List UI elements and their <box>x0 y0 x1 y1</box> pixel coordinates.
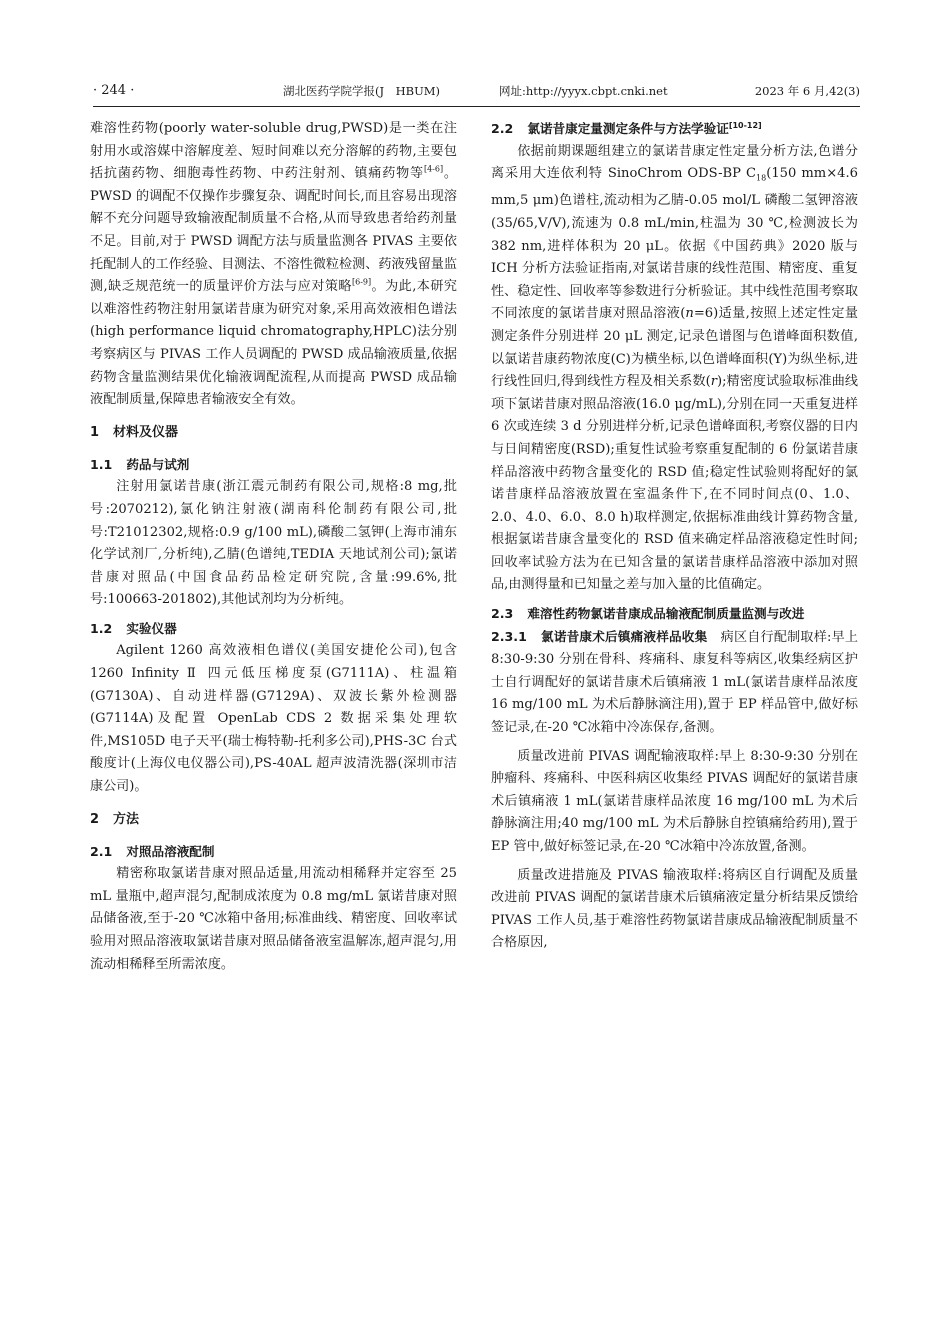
section-heading-2-3: 2.3 难溶性药物氯诺昔康成品输液配制质量监测与改进 <box>491 606 805 622</box>
sample-collection-paragraph: 2.3.1 氯诺昔康术后镇痛液样品收集 病区自行配制取样:早上 8:30-9:30 分别在骨科、疼痛科、康复科等病区,收集经病区护士自行调配好的氯诺昔康术后镇痛液 1 mL(氯诺昔康样品浓度 16 mg/100 mL 为术后静脉滴注用),置于 EP 样品管中,做好标签记录,在-20 ℃冰箱中冷冻保存,备测。 <box>491 628 859 736</box>
method-validation-paragraph: 依据前期课题组建立的氯诺昔康定性定量分析方法,色谱分离采用大连依利特 SinoChrom ODS-BP $C_{18}(150$ mm×4.6 mm,5 μm)色谱柱,流动相为乙腈-0.05 mol/L 磷酸二氢钾溶液(35/65,V/V),流速为 0.8 mL/min,柱温为 30 ℃,检测波长为 382 nm,进样体积为 20 μL。依据《中国药典》2020 版与 ICH 分析方法验证指南,对氯诺昔康的线性范围、精密度、重复性、稳定性、回收率等参数进行分析验证。其中线性范围考察取不同浓度的氯诺昔康对照品溶液(n=6)适量,按照上述定性定量测定条件分别进样 20 μL 测定,记录色谱图与色谱峰面积数值,以氯诺昔康药物浓度(C)为横坐标,以色谱峰面积(Y)为纵坐标,进行线性回归,得到线性方程及相关系数(r);精密度试验取标准曲线项下氯诺昔康对照品溶液(16.0 μg/mL),分别在同一天重复进样 6 次或连续 3 d 分别进样分析,记录色谱峰面积,考察仪器的日内与日间精密度(RSD);重复性试验考察重复配制的 6 份氯诺昔康样品溶液中药物含量变化的 RSD 值;稳定性试验则将配好的氯诺昔康样品溶液放置在室温条件下,在不同时间点(0、1.0、2.0、4.0、6.0、8.0 h)取样测定,依据标准曲线计算药物含量,根据氯诺昔康含量变化的 RSD 值来确定样品溶液稳定性时间;回收率试验方法为在已知含量的氯诺昔康样品溶液中添加对照品,由测得量和已知量之差与加入量的比值确定。 <box>491 143 858 593</box>
left-column <box>90 118 457 976</box>
page-number: · 244 · <box>93 83 135 98</box>
citation: [6-9] <box>351 277 372 287</box>
instruments-paragraph: Agilent 1260 高效液相色谱仪(美国安捷伦公司),包含 1260 Infinity Ⅱ 四元低压梯度泵(G7111A)、柱温箱(G7130A)、自动进样器(G7129A)、双波长紫外检测器(G7114A)及配置 OpenLab CDS 2 数据采集处理软件,MS105D 电子天平(瑞士梅特勒-托利多公司),PHS-3C 台式酸度计(上海仪电仪器公司),PS-40AL 超声波清洗器(深圳市洁康公司)。 <box>90 643 457 795</box>
running-header <box>93 80 860 102</box>
issue-info: 2023 年 6 月,42(3) <box>754 84 860 98</box>
journal-name: 湖北医药学院学报(J HBUM) <box>283 84 441 98</box>
section-heading-1-1: 1.1 药品与试剂 <box>90 456 190 472</box>
section-heading-2-2: 2.2 氯诺昔康定量测定条件与方法学验证[10-12] <box>491 120 762 136</box>
pivas-before-paragraph: 质量改进前 PIVAS 调配输液取样:早上 8:30-9:30 分别在肿瘤科、疼痛科、中医科病区收集经 PIVAS 调配好的氯诺昔康术后镇痛液 1 mL(氯诺昔康样品浓度 16 mg/100 mL 为术后静脉滴注用;40 mg/100 mL 为术后静脉自控镇痛给药用),置于 EP 管中,做好标签记录,在-20 ℃冰箱中冷冻放置,备测。 <box>491 748 858 855</box>
citation: [4-6] <box>423 164 444 174</box>
section-heading-2-1: 2.1 对照品溶液配制 <box>90 843 215 859</box>
citation: [10-12] <box>728 120 762 130</box>
section-heading-1: 1 材料及仪器 <box>90 424 179 440</box>
reference-solution-paragraph: 精密称取氯诺昔康对照品适量,用流动相稀释并定容至 25 mL 量瓶中,超声混匀,配制成浓度为 0.8 mg/mL 氯诺昔康对照品储备液,至于-20 ℃冰箱中备用;标准曲线、精密度、回收率试验用对照品溶液取氯诺昔康对照品储备液室温解冻,超声混匀,用流动相稀释至所需浓度。 <box>90 866 457 972</box>
section-heading-1-2: 1.2 实验仪器 <box>90 620 177 636</box>
journal-url: 网址:http://yyyx.cbpt.cnki.net <box>499 84 668 98</box>
materials-paragraph: 注射用氯诺昔康(浙江震元制药有限公司,规格:8 mg,批号:2070212),氯化钠注射液(湖南科伦制药有限公司,批号:T21012302,规格:0.9 g/100 mL),磷酸二氢钾(上海市浦东化学试剂厂,分析纯),乙腈(色谱纯,TEDIA 天地试剂公司);氯诺昔康对照品(中国食品药品检定研究院,含量:99.6%,批号:100663-201802),其他试剂均为分析纯。 <box>90 479 457 608</box>
pivas-improvement-paragraph: 质量改进措施及 PIVAS 输液取样:将病区自行调配及质量改进前 PIVAS 调配的氯诺昔康术后镇痛液定量分析结果反馈给 PIVAS 工作人员,基于难溶性药物氯诺昔康成品输液配制质量不合格原因, <box>491 867 858 951</box>
section-heading-2: 2 方法 <box>90 811 140 827</box>
right-column <box>491 118 858 955</box>
header-rule <box>93 106 860 107</box>
intro-paragraph: 难溶性药物(poorly water-soluble drug,PWSD)是一类在注射用水或溶媒中溶解度差、短时间难以充分溶解的药物,主要包括抗菌药物、细胞毒性药物、中药注射剂、镇痛药物等[4-6]。PWSD 的调配不仅操作步骤复杂、调配时间长,而且容易出现溶解不充分问题导致输液配制质量不合格,从而导致患者给药剂量不足。目前,对于 PWSD 调配方法与质量监测各 PIVAS 主要依托配制人的工作经验、目测法、不溶性微粒检测、药液残留量监测,缺乏规范统一的质量评价方法与应对策略[6-9]。为此,本研究以难溶性药物注射用氯诺昔康为研究对象,采用高效液相色谱法(high performance liquid chromatography,HPLC)法分别考察病区与 PIVAS 工作人员调配的 PWSD 成品输液质量,依据药物含量监测结果优化输液调配流程,从而提高 PWSD 成品输液配制质量,保障患者输液安全有效。 <box>90 121 458 408</box>
